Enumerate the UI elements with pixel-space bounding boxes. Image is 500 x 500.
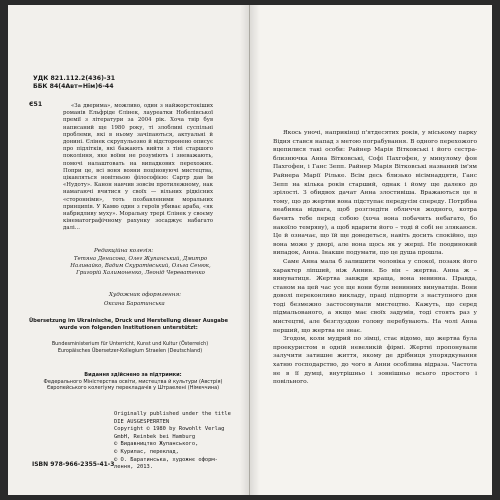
paragraph: Якось уночі, наприкінці п'ятдесятих років, у міському парку Відня стався напад з метою пограбування. В одного перехожого вцепилися такі особи: Райнер Марія Вітковські і його сестра-близнючка Анна Вітковські, Софі Пахгофен, у минулому фон Пахгофен, і Ганс Зепп. Райнер Марія Вітковські названий ім'ям Райнера Марії Рільке. Всім десь близько вісімнадцяти, Ганс Зепп на кілька років старший, однак і йому ще далеко до зрілості. З обидвох дачат Анна злостивіша. Вражаються це в тому, що до жертви вона підступає передусім спереду. Потрібна неабияка відвага, щоб розгледіти обличчя жодного, котра бачить тебе перед собою (хоча вона побачить небагато, бо накоїло темряву), а щоб вдарити його – тоді й собі не злякаюся. Це й означає, що їй ще доведеться, навіть досить спокійно, що вона може у дворі, але вона щось як у жерці. Не поодинокий випадок, Анна. Інакше подумати, що це душа прошла. [273, 130, 477, 257]
author-code: Є51 [29, 101, 43, 108]
paragraph: Саме Анна мала б залишити чоловіка у спокої, позаяк його характер ліпший, ніж Аннин. Бо він – жертва. Анна ж – винуватиця. Жертва завжди краща, вона невинна. Правда, станом на цей час усе ще вони були невинних винуватців. Вони доволі переконливо викладу, праці підпорти з наступного дня тоді безмежно застосовували мистецтво. Кажуть, що серед підмальованого, а якщо має своїх задумів, тоді стоять раз у мистецтві, але безглуздою голову перебувають. На чолі Анна перший, що жертва не знає. [273, 258, 477, 334]
editors-list: Тетяна Денисова, Олег Жупанський, Дмитро Наливайко, Вадим Скуратівський, Ольга Сенюк, Григорій Халимоненко, Леонід Череватенко [70, 256, 211, 277]
catalog-codes [33, 75, 115, 91]
copyright-line: Copyright © 1980 by Rowohlt Verlag [114, 426, 225, 433]
copyright-line: лення, 2013. [114, 464, 153, 471]
paragraph: Згодом, коли мудрий по зімці, стає відомо, що жертва була проекуристом в одній невеликій фірмі. Жертві пропонували залучити затишне життя, якому де дрібниця упорядкування хатню господарство, до чого в Анни особлива відраза. Частота не в її думці, внутрішньо і зовнішньо всього простого і повільного. [273, 336, 477, 386]
copyright-line: © Курилас, переклад, [114, 448, 179, 455]
sponsor-item: Bundesministerium für Unterricht, Kunst und Kultur (Österreich) [51, 341, 209, 347]
designer-name: Оксана Баратинська [104, 301, 165, 307]
text-page [250, 5, 492, 495]
sponsor-item: Europäisches Übersetzer-Kollegium Straelen (Deutschland) [57, 347, 203, 354]
book-spread [8, 5, 492, 495]
sponsor-list [30, 341, 230, 354]
designer-heading: Художник оформлення: [109, 292, 182, 298]
ukr-support-item: Європейського колегіуму перекладачів у Штраелені (Німеччина) [46, 385, 220, 392]
copyright-block [114, 411, 231, 472]
isbn: ISBN 978-966-2355-41-3 [32, 461, 115, 468]
copyright-line: DIE AUSGESPERRTEN [114, 418, 170, 425]
copyright-line: © Видавництво Жупанського, [114, 441, 199, 448]
copyright-line: GmbH, Reinbek bei Hamburg [114, 433, 196, 440]
translation-support: Übersetzung im Ukrainische, Druck und Herstellung dieser Ausgabe wurde von folgenden Institutionen unterstützt: [28, 318, 229, 331]
ukr-support-heading: Видання здійснено за підтримки: [84, 372, 182, 378]
book-gutter [240, 5, 260, 495]
copyright-line: © О. Баратинська, художнє оформ- [114, 456, 218, 463]
body-text [273, 129, 477, 387]
annotation: «За дверима», можливо, один з найжорстокіших романів Ельфріде Єлінек, лауреатки Нобелівської премії з літератури за 2004 рік. Хоча твір був написаний ще 1980 року, ті злобливі суспільні проблеми, які в ньому зачіпаються, актуальні й донині. Єлінек скрупульозно й відсторонено описує про підлітків, які бажають вийти з тіні старшого покоління, яке воїни не розуміють і зневажають, помочі налаштовать на випадкових перехожих. Попри це, всі воня вояни поціновуючі мистецтва, цікавляться новітньою філософією: Сартр дав їм «Нудоту». Канон навчив зовсім протилежному, нак намагаючі вчитися у своїх — вільних рідкісних «сторонніми», тоть позбавленими моральних принципів. У Камю один з героїв убиває араба, «як набридливу муху». Моральну трері Єлінек у своєму кінематографічному рахунку зосаджує набагато далі… [63, 103, 213, 232]
ukr-support [38, 372, 228, 392]
bbk-code: ББК 84(4Авт=Нім)6-44 [33, 83, 114, 90]
imprint-page [8, 5, 250, 495]
ukr-support-item: Федерального Міністерства освіти, мистецтва й культури (Австрія) [43, 378, 223, 385]
editors-heading: Редакційна колегія: [94, 248, 154, 254]
udk-code: УДК 821.112.2(436)-31 [33, 75, 116, 82]
copyright-line: Originally published under the title [114, 411, 231, 417]
